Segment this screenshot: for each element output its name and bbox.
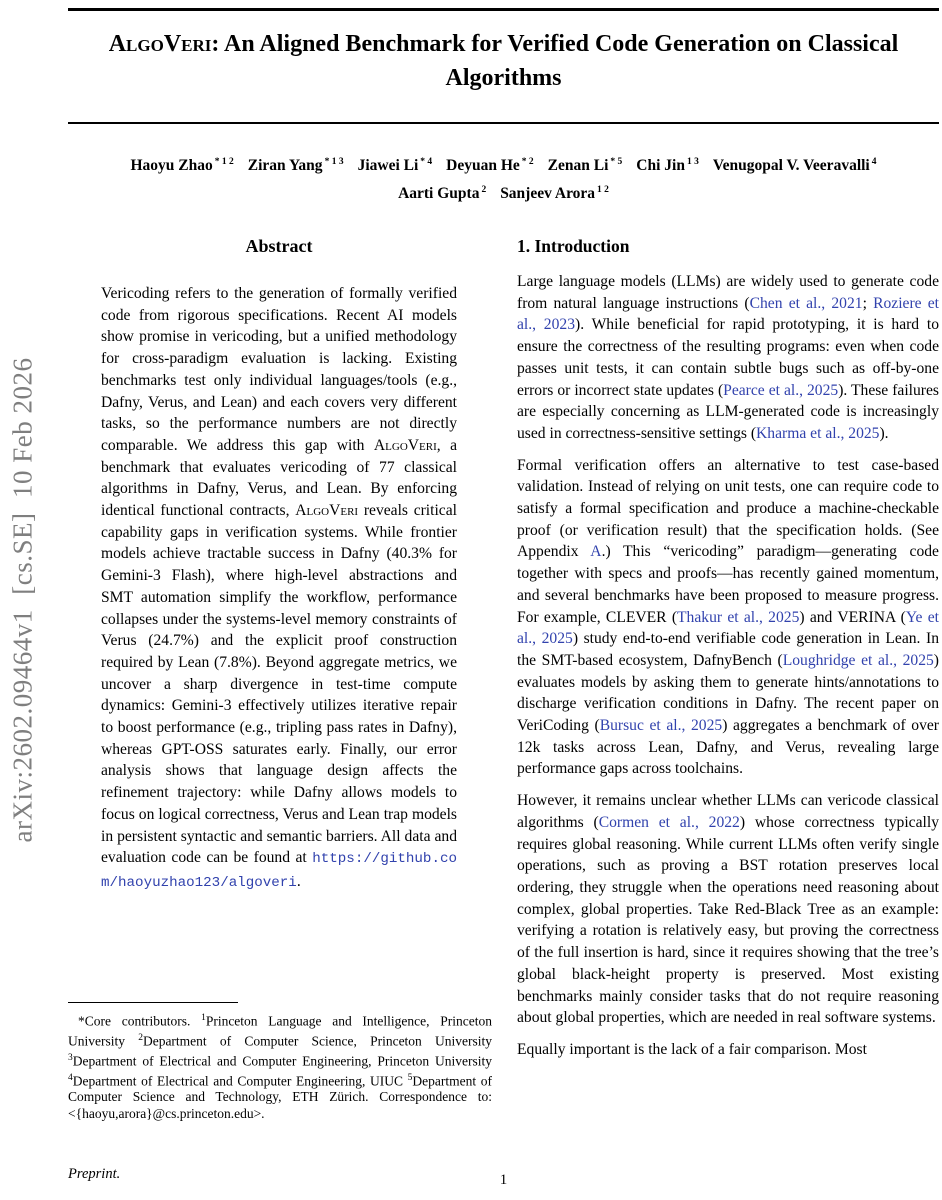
text-run: ). While beneficial for rapid prototyping, it is hard to ensure the correctness of the resulting programs: even when code passes unit tests, it can contain subtle bugs such as off-by-one errors or incorrect state updates (	[517, 316, 939, 399]
footnote-rule	[68, 1002, 238, 1003]
author	[500, 185, 609, 202]
title-rule	[68, 122, 939, 124]
author-name: Venugopal V. Veeravalli	[712, 157, 870, 175]
text-run: Department of Computer Science and Technology, ETH Zürich. Correspondence to: <{haoyu,arora}@cs.princeton.edu>.	[68, 1073, 492, 1121]
text-run: ).	[879, 424, 889, 442]
author-affiliation-marker: * 1 3	[324, 157, 344, 167]
author-affiliation-marker: 1 2	[597, 185, 609, 196]
text-run: , a benchmark that evaluates vericoding of 77 classical algorithms in Dafny, Verus, and Lean. By enforcing identical functional contracts,	[101, 436, 458, 520]
author-affiliation-marker: 4	[871, 157, 877, 167]
affiliation-superscript: 5	[407, 1072, 413, 1083]
abstract-paragraph	[101, 283, 457, 895]
author-affiliation-marker: * 4	[420, 157, 433, 167]
preprint-notice: Preprint.	[68, 1166, 121, 1182]
author	[358, 157, 433, 174]
author-name: Haoyu Zhao	[130, 157, 213, 175]
abstract-heading: Abstract	[245, 236, 313, 256]
author-affiliation-marker: * 1 2	[214, 157, 234, 167]
author-line-1	[68, 150, 939, 178]
text-run: Department of Electrical and Computer Engineering, Princeton University	[72, 1053, 492, 1069]
text-run: ) whose correctness typically requires global reasoning. While current LLMs often verify single operations, such as proving a BST rotation preserves local ordering, they struggle when the operations need reasoning about complex, global properties. Take Red-Black Tree as an example: verifying a rotation is relatively easy, but proving the correctness of the full insertion is hard, since it requires showing that the tree’s global black-height property is preserved. Most existing benchmarks mainly consider tasks that do not require reasoning about global properties, which are needed in real software systems.	[517, 813, 939, 1027]
citation-link[interactable]: Ye et al., 2025	[517, 608, 940, 648]
intro-paragraph-1	[517, 271, 939, 445]
footnote-block	[68, 1002, 492, 1122]
affiliation-superscript: 4	[68, 1072, 73, 1083]
citation-link[interactable]: Bursuc et al., 2025	[599, 717, 723, 735]
paper-title-rest: : An Aligned Benchmark for Verified Code Generation on Classical Algorithms	[211, 31, 899, 91]
two-column-body	[68, 232, 939, 1071]
author-affiliation-marker: * 2	[521, 157, 534, 167]
author	[131, 157, 234, 174]
citation-link[interactable]: Loughridge et al., 2025	[782, 651, 934, 669]
author-name: Chi Jin	[636, 157, 685, 175]
author-name: Zenan Li	[547, 157, 609, 175]
smallcaps-run: AlgoVeri	[373, 436, 437, 454]
text-run: Large language models (LLMs) are widely used to generate code from natural language instructions (	[517, 273, 939, 312]
author	[248, 157, 344, 174]
citation-link[interactable]: Cormen et al., 2022	[598, 813, 740, 831]
paper-title	[68, 27, 939, 95]
author	[713, 157, 877, 174]
author	[398, 185, 486, 202]
intro-paragraph-2	[517, 455, 939, 781]
text-run: Princeton Language and Intelligence, Princeton University	[68, 1013, 492, 1049]
author-line-2	[68, 178, 939, 206]
top-rule	[68, 8, 939, 11]
author-name: Sanjeev Arora	[500, 185, 596, 203]
author	[446, 157, 534, 174]
author-affiliation-marker: * 5	[610, 157, 623, 167]
smallcaps-run: AlgoVeri	[295, 502, 359, 520]
text-run: Equally important is the lack of a fair comparison. Most	[517, 1040, 867, 1058]
text-run: *Core contributors.	[78, 1013, 202, 1029]
page-number: 1	[499, 1172, 508, 1188]
author-name: Jiawei Li	[357, 157, 419, 175]
citation-link[interactable]: A	[590, 543, 602, 561]
author-name: Ziran Yang	[247, 157, 323, 175]
author	[636, 157, 699, 174]
text-run: .) This “vericoding” paradigm—generating code together with specs and proofs—has recently gained momentum, and several benchmarks have been proposed to measure progress. For example, CLEVER (	[517, 543, 939, 626]
citation-link[interactable]: Kharma et al., 2025	[756, 424, 880, 442]
author-affiliation-marker: 2	[481, 185, 487, 196]
affiliation-superscript: 1	[201, 1013, 206, 1024]
affiliation-superscript: 3	[68, 1052, 73, 1063]
text-run: However, it remains unclear whether LLMs can vericode classical algorithms (	[517, 792, 939, 831]
author-affiliation-marker: 1 3	[686, 157, 699, 167]
section-heading-introduction: 1. Introduction	[517, 236, 630, 256]
text-run: Formal verification offers an alternative to test case-based validation. Instead of relying on unit tests, one can require code to satisfy a formal specification and produce a machine-checkable proof (or verification result) that the specification holds. (See Appendix	[517, 456, 939, 561]
author	[548, 157, 623, 174]
text-run: reveals critical capability gaps in verification systems. While frontier models achieve tractable success in Dafny (40.3% for Gemini-3 Flash), where high-level abstractions and SMT automation simplify the workflow, performance collapses under the systems-level memory constraints of Verus (24.7%) and the explicit proof construction required by Lean (7.8%). Beyond aggregate metrics, we uncover a sharp divergence in test-time compute dynamics: Gemini-3 effectively utilizes iterative repair to boost performance (e.g., tripling pass rates in Dafny), whereas GPT-OSS saturates early. Finally, our error analysis shows that language design affects the refinement trajectory: while Dafny allows models to focus on logical correctness, Verus and Lean trap models in persistent syntactic and semantic barriers. All data and evaluation code can be found at	[101, 502, 457, 867]
author-name: Aarti Gupta	[398, 185, 480, 203]
affiliation-superscript: 2	[138, 1032, 143, 1043]
arxiv-stamp: arXiv:2602.09464v1 [cs.SE] 10 Feb 2026	[7, 357, 38, 843]
text-run: ). These failures are especially concerning as LLM-generated code is increasingly used in correctness-sensitive settings (	[517, 381, 939, 442]
footnote-text	[68, 1010, 492, 1122]
text-run: .	[296, 872, 301, 890]
citation-link[interactable]: Thakur et al., 2025	[677, 608, 800, 626]
author-name: Deyuan He	[446, 157, 520, 175]
text-run: ) aggregates a benchmark of over 12k tasks across Lean, Dafny, and Verus, revealing large performance gaps across toolchains.	[517, 717, 939, 778]
url-link[interactable]: https://github.com/haoyuzhao123/algoveri	[101, 851, 457, 891]
right-column	[517, 232, 939, 1071]
intro-paragraph-4	[517, 1039, 939, 1061]
paper-title-smallcaps: AlgoVeri	[108, 31, 212, 57]
citation-link[interactable]: Chen et al., 2021	[749, 294, 863, 312]
text-run: ;	[862, 294, 874, 312]
citation-link[interactable]: Roziere et al., 2023	[517, 294, 940, 334]
author-list	[68, 150, 939, 206]
text-run: ) and VERINA (	[799, 608, 906, 626]
text-run: Department of Electrical and Computer Engineering, UIUC	[72, 1073, 408, 1089]
citation-link[interactable]: Pearce et al., 2025	[723, 381, 839, 399]
text-run: Department of Computer Science, Princeton University	[142, 1033, 493, 1049]
text-run: ) study end-to-end verifiable code generation in Lean. In the SMT-based ecosystem, DafnyBench (	[517, 630, 940, 669]
left-column	[68, 232, 490, 895]
intro-paragraph-3	[517, 790, 939, 1029]
text-run: ) evaluates models by asking them to generate hints/annotations to discharge verification conditions in Dafny. The recent paper on VeriCoding (	[517, 651, 939, 735]
text-run: Vericoding refers to the generation of formally verified code from rigorous specifications. Recent AI models show promise in vericoding, but a unified methodology for cross-paradigm evaluation is lacking. Existing benchmarks test only individual languages/tools (e.g., Dafny, Verus, and Lean) and each covers very different tasks, so the performance numbers are not directly comparable. We address this gap with	[101, 285, 457, 454]
